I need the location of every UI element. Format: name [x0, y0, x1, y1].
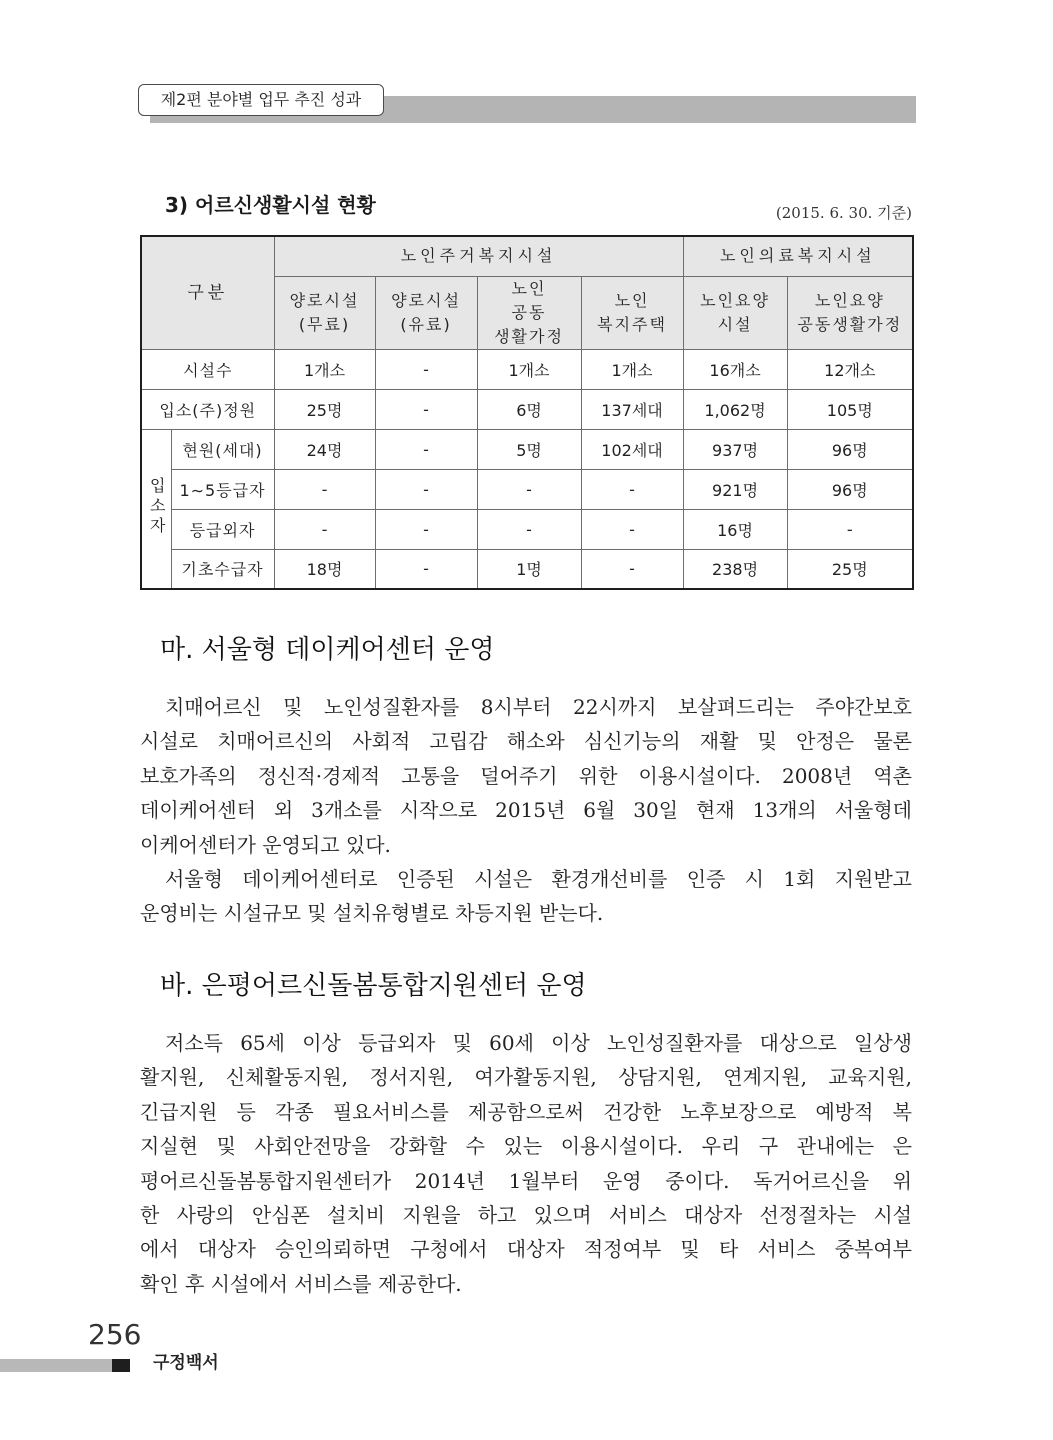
table-cell: 16명: [683, 509, 787, 549]
table-cell: -: [375, 349, 477, 389]
paragraph-line: 저소득 65세 이상 등급외자 및 60세 이상 노인성질환자를 대상으로 일상생: [165, 1031, 912, 1055]
table-column-header: [787, 276, 913, 349]
paragraph-line: 데이케어센터 외 3개소를 시작으로 2015년 6월 30일 현재 13개의 서울형데: [140, 798, 912, 823]
section-heading: 바. 은평어르신돌봄통합지원센터 운영: [160, 971, 587, 1001]
table-row: [141, 429, 913, 469]
table-row: [141, 549, 913, 589]
column-header-line: (무료): [298, 314, 351, 334]
table-cell: 96명: [787, 429, 913, 469]
row-label: 1∼5등급자: [171, 469, 274, 509]
section-heading: 마. 서울형 데이케어센터 운영: [160, 635, 495, 665]
table-cell: 1명: [477, 549, 581, 589]
column-header-line: 양로시설: [289, 290, 360, 310]
table-column-header: [683, 276, 787, 349]
table-cell: 137세대: [581, 389, 683, 429]
resident-group-cell: [141, 429, 171, 589]
table-row: [141, 469, 913, 509]
table-row: [141, 349, 913, 389]
table-cell: 16개소: [683, 349, 787, 389]
table-cell: -: [375, 469, 477, 509]
table-column-header: [477, 276, 581, 349]
table-column-header: [375, 276, 477, 349]
paragraph-line: 이케어센터가 운영되고 있다.: [140, 832, 391, 857]
table-cell: 921명: [683, 469, 787, 509]
footer-bar: [0, 1359, 112, 1372]
table-cell: 6명: [477, 389, 581, 429]
table-group-header: 노인의료복지시설: [683, 236, 913, 276]
column-header-line: 노인요양: [814, 290, 885, 310]
publication-name: 구정백서: [153, 1353, 219, 1373]
table-cell: -: [375, 429, 477, 469]
paragraph-line: 시설로 치매어르신의 사회적 고립감 해소와 심신기능의 재활 및 안정은 물론: [140, 729, 912, 754]
table-cell: 18명: [274, 549, 375, 589]
table-cell: 937명: [683, 429, 787, 469]
table-cell: -: [581, 509, 683, 549]
row-label: 현원(세대): [171, 429, 274, 469]
chapter-header-label: 제2편 분야별 업무 추진 성과: [160, 90, 362, 109]
column-header-line: 양로시설: [391, 290, 461, 310]
paragraph-line: 치매어르신 및 노인성질환자를 8시부터 22시까지 보살펴드리는 주야간보호: [165, 695, 912, 719]
table-header-row: [141, 236, 913, 276]
body-paragraph: [140, 690, 912, 862]
table-cell: 1개소: [274, 349, 375, 389]
row-label: 입소(주)정원: [141, 389, 274, 429]
paragraph-line: 활지원, 신체활동지원, 정서지원, 여가활동지원, 상담지원, 연계지원, 교육지원,: [140, 1065, 912, 1090]
table-cell: 102세대: [581, 429, 683, 469]
footer-marker: [112, 1359, 130, 1372]
table-cell: -: [581, 469, 683, 509]
page-number: 256: [88, 1318, 142, 1351]
column-header-line: 공동: [511, 302, 547, 322]
column-header-line: 생활가정: [494, 326, 564, 346]
row-label: 등급외자: [171, 509, 274, 549]
facility-status-table: [140, 235, 914, 590]
table-column-header: [274, 276, 375, 349]
table-cell: 238명: [683, 549, 787, 589]
row-label: 기초수급자: [171, 549, 274, 589]
column-header-line: 노인: [511, 278, 547, 298]
table-cell: 96명: [787, 469, 913, 509]
table-cell: 24명: [274, 429, 375, 469]
table-cell: 25명: [274, 389, 375, 429]
table-group-header: 노인주거복지시설: [274, 236, 683, 276]
column-header-line: 시설: [717, 314, 753, 334]
column-header-line: 공동생활가정: [797, 314, 903, 334]
table-cell: -: [375, 549, 477, 589]
table-cell: 1,062명: [683, 389, 787, 429]
paragraph-line: 평어르신돌봄통합지원센터가 2014년 1월부터 운영 중이다. 독거어르신을 위: [140, 1168, 912, 1193]
paragraph-line: 운영비는 시설규모 및 설치유형별로 차등지원 받는다.: [140, 901, 604, 926]
column-header-line: (유료): [400, 314, 452, 334]
section-title: 3) 어르신생활시설 현황: [165, 193, 376, 217]
table-cell: -: [787, 509, 913, 549]
table-cell: 25명: [787, 549, 913, 589]
body-paragraph: [140, 862, 912, 931]
table-cell: -: [581, 549, 683, 589]
table-cell: -: [477, 469, 581, 509]
paragraph-line: 확인 후 시설에서 서비스를 제공한다.: [140, 1271, 462, 1296]
table-cell: -: [477, 509, 581, 549]
paragraph-line: 에서 대상자 승인의뢰하면 구청에서 대상자 적정여부 및 타 서비스 중복여부: [140, 1237, 912, 1262]
table-cell: -: [375, 509, 477, 549]
table-cell: 5명: [477, 429, 581, 469]
table-cell: 1개소: [477, 349, 581, 389]
paragraph-line: 서울형 데이케어센터로 인증된 시설은 환경개선비를 인증 시 1회 지원받고: [165, 867, 912, 891]
as-of-date-note: (2015. 6. 30. 기준): [775, 204, 912, 222]
table-row: [141, 509, 913, 549]
table-cell: 12개소: [787, 349, 913, 389]
table-column-header: [581, 276, 683, 349]
column-header-line: 복지주택: [597, 314, 667, 334]
column-header-line: 노인: [614, 290, 650, 310]
paragraph-line: 한 사랑의 안심폰 설치비 지원을 하고 있으며 서비스 대상자 선정절차는 시설: [140, 1202, 912, 1227]
chapter-header-tab: [138, 84, 384, 116]
table-header-corner: 구분: [141, 236, 274, 349]
table-cell: -: [375, 389, 477, 429]
table-row: [141, 389, 913, 429]
paragraph-line: 긴급지원 등 각종 필요서비스를 제공함으로써 건강한 노후보장으로 예방적 복: [140, 1099, 912, 1124]
paragraph-line: 보호가족의 정신적·경제적 고통을 덜어주기 위한 이용시설이다. 2008년 역촌: [140, 763, 912, 788]
paragraph-line: 지실현 및 사회안전망을 강화할 수 있는 이용시설이다. 우리 구 관내에는 은: [140, 1134, 912, 1159]
table-cell: 105명: [787, 389, 913, 429]
column-header-line: 노인요양: [700, 290, 770, 310]
table-cell: -: [274, 509, 375, 549]
table-cell: 1개소: [581, 349, 683, 389]
resident-group-label: 입소자: [147, 476, 167, 537]
row-label: 시설수: [141, 349, 274, 389]
table-cell: -: [274, 469, 375, 509]
body-paragraph: [140, 1026, 912, 1301]
